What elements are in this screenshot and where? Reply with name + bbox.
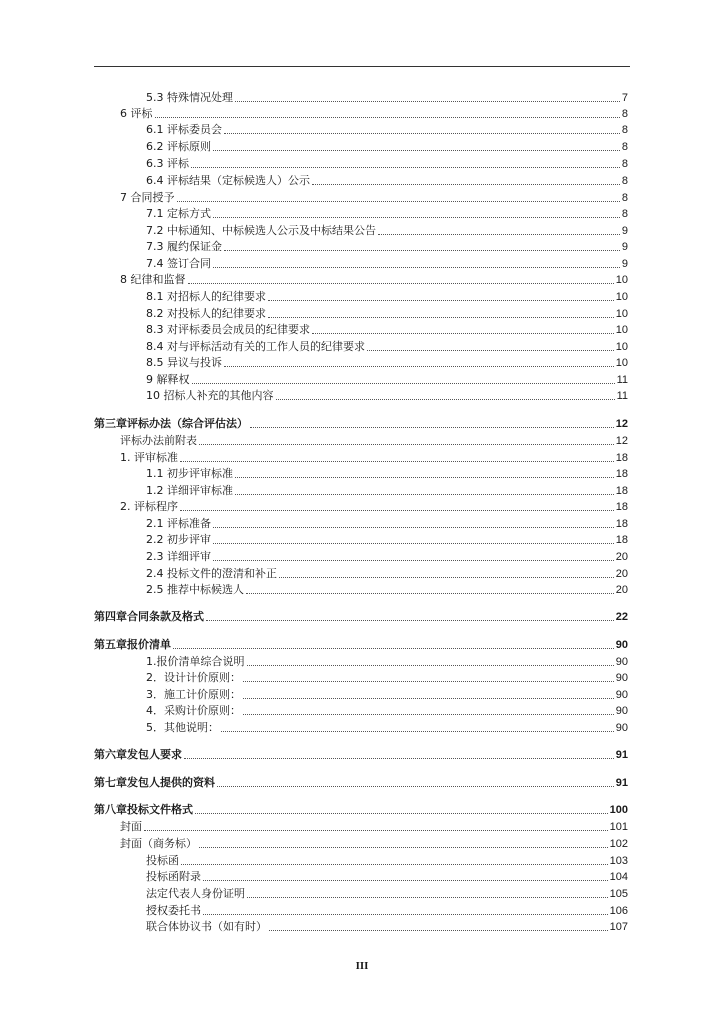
toc-entry-title: 8.3 对评标委员会成员的纪律要求 [146,323,310,336]
toc-entry-title: 1.1 初步评审标准 [146,467,233,480]
toc-entry[interactable] [146,853,628,868]
dot-leader [247,897,608,898]
toc-entry-page: 11 [616,390,628,402]
toc-entry-title: 第八章投标文件格式 [94,803,193,816]
dot-leader [268,300,614,301]
toc-entry-title: 投标函 [146,854,179,867]
toc-entry-page: 10 [615,308,628,320]
toc-entry[interactable] [146,566,628,581]
dot-leader [224,366,614,367]
dot-leader [181,864,608,865]
toc-entry-title: 8.5 异议与投诉 [146,356,222,369]
toc-entry[interactable] [146,388,628,403]
toc-entry-title: 2.4 投标文件的澄清和补正 [146,567,277,580]
dot-leader [144,830,608,831]
toc-entry[interactable] [146,582,628,597]
dot-leader [269,930,608,931]
toc-entry-page: 12 [615,435,628,447]
dot-leader [235,101,620,102]
dot-leader [367,350,614,351]
toc-entry-title: 1.报价清单综合说明 [146,655,245,668]
toc-entry-page: 10 [615,274,628,286]
toc-entry[interactable] [146,720,628,735]
toc-entry-title: 6.2 评标原则 [146,140,211,153]
toc-entry[interactable] [146,339,628,354]
toc-entry-title: 授权委托书 [146,904,201,917]
toc-entry-title: 联合体协议书（如有时） [146,920,267,933]
toc-entry-title: 第六章发包人要求 [94,748,182,761]
toc-entry-page: 22 [615,611,628,623]
toc-entry-page: 90 [615,722,628,734]
toc-entry-page: 8 [621,124,628,136]
toc-entry[interactable] [146,122,628,137]
toc-entry[interactable] [94,747,628,762]
toc-entry-title: 法定代表人身份证明 [146,887,245,900]
toc-entry-title: 3．施工计价原则： [146,688,241,701]
toc-entry-title: 7.2 中标通知、中标候选人公示及中标结果公告 [146,224,376,237]
toc-entry-page: 9 [621,241,628,253]
toc-entry[interactable] [146,206,628,221]
dot-leader [180,461,614,462]
dot-leader [246,593,614,594]
toc-entry-page: 106 [609,905,628,917]
toc-entry-title: 8.1 对招标人的纪律要求 [146,290,266,303]
toc-entry-title: 6.4 评标结果（定标候选人）公示 [146,174,310,187]
toc-entry-page: 20 [615,551,628,563]
toc-entry-title: 2.3 详细评审 [146,550,211,563]
toc-entry-page: 18 [615,485,628,497]
toc-entry-page: 10 [615,291,628,303]
toc-entry[interactable] [94,775,628,790]
toc-entry-page: 8 [621,175,628,187]
dot-leader [221,731,614,732]
toc-entry-page: 18 [615,452,628,464]
toc-entry-page: 91 [615,777,628,789]
dot-leader [199,847,608,848]
toc-entry[interactable] [146,355,628,370]
toc-entry-title: 5.3 特殊情况处理 [146,91,233,104]
toc-entry-title: 第四章合同条款及格式 [94,610,204,623]
toc-entry-title: 1. 评审标准 [120,451,178,464]
toc-entry[interactable] [146,156,628,171]
toc-entry-page: 7 [621,92,628,104]
toc-entry-page: 102 [609,838,628,850]
toc-entry[interactable] [120,190,628,205]
toc-entry-page: 12 [615,418,628,430]
toc-entry-page: 8 [621,158,628,170]
toc-entry-page: 104 [609,871,628,883]
toc-entry-page: 100 [609,804,628,816]
toc-entry-page: 10 [615,357,628,369]
toc-entry-title: 7.1 定标方式 [146,207,211,220]
toc-entry-page: 10 [615,324,628,336]
toc-entry-title: 6.3 评标 [146,157,189,170]
dot-leader [235,494,614,495]
dot-leader [191,167,620,168]
toc-entry[interactable] [146,670,628,685]
dot-leader [199,444,614,445]
dot-leader [213,543,614,544]
toc-entry[interactable] [146,886,628,901]
toc-entry-page: 11 [616,374,628,386]
toc-entry[interactable] [120,819,628,834]
toc-entry-page: 9 [621,258,628,270]
toc-entry-title: 6.1 评标委员会 [146,123,222,136]
dot-leader [235,477,614,478]
toc-entry[interactable] [146,173,628,188]
toc-entry-title: 8 纪律和监督 [120,273,186,286]
dot-leader [224,133,620,134]
toc-entry-title: 7.3 履约保证金 [146,240,222,253]
toc-entry-page: 90 [615,689,628,701]
toc-entry[interactable] [146,483,628,498]
toc-entry[interactable] [146,687,628,702]
toc-entry-page: 18 [615,468,628,480]
dot-leader [243,698,614,699]
toc-entry[interactable] [120,106,628,121]
toc-entry-page: 9 [621,225,628,237]
toc-entry-title: 10 招标人补充的其他内容 [146,389,274,402]
toc-entry-page: 90 [615,705,628,717]
toc-entry[interactable] [146,322,628,337]
toc-entry-title: 7.4 签订合同 [146,257,211,270]
toc-entry-page: 18 [615,518,628,530]
toc-entry[interactable] [94,609,628,624]
toc-entry[interactable] [146,90,628,105]
dot-leader [206,620,614,621]
toc-entry[interactable] [146,516,628,531]
dot-leader [243,681,614,682]
toc-entry[interactable] [94,416,628,431]
toc-entry-page: 90 [615,672,628,684]
toc-entry-title: 4．采购计价原则： [146,704,241,717]
toc-entry-page: 105 [609,888,628,900]
toc-entry-page: 107 [609,921,628,933]
toc-entry-title: 5．其他说明： [146,721,219,734]
dot-leader [250,427,614,428]
toc-entry[interactable] [146,869,628,884]
dot-leader [213,150,620,151]
toc-entry-page: 101 [609,821,628,833]
toc-entry-title: 投标函附录 [146,870,201,883]
dot-leader [312,333,614,334]
toc-entry[interactable] [146,306,628,321]
toc-entry-page: 18 [615,534,628,546]
toc-entry-title: 第三章评标办法（综合评估法） [94,417,248,430]
page-number: III [355,960,369,972]
toc-entry-title: 评标办法前附表 [120,434,197,447]
toc-entry-title: 2．设计计价原则： [146,671,241,684]
toc-entry-page: 8 [621,208,628,220]
toc-entry[interactable] [146,372,628,387]
toc-entry[interactable] [120,836,628,851]
toc-entry[interactable] [146,903,628,918]
toc-entry-title: 8.4 对与评标活动有关的工作人员的纪律要求 [146,340,365,353]
toc-entry[interactable] [146,654,628,669]
toc-entry[interactable] [146,919,628,934]
dot-leader [378,234,620,235]
dot-leader [247,665,614,666]
dot-leader [155,117,620,118]
toc-entry-page: 91 [615,749,628,761]
toc-entry[interactable] [120,450,628,465]
toc-entry[interactable] [94,637,628,652]
toc-entry[interactable] [120,433,628,448]
dot-leader [203,914,608,915]
dot-leader [184,758,614,759]
toc-entry-page: 8 [621,108,628,120]
dot-leader [224,250,620,251]
toc-entry[interactable] [146,239,628,254]
dot-leader [180,510,614,511]
dot-leader [203,880,608,881]
toc-entry-page: 90 [615,639,628,651]
toc-entry[interactable] [94,802,628,817]
dot-leader [217,786,614,787]
dot-leader [188,283,614,284]
toc-entry-title: 2.5 推荐中标候选人 [146,583,244,596]
toc-entry[interactable] [146,256,628,271]
toc-entry-title: 2.2 初步评审 [146,533,211,546]
toc-entry-title: 第七章发包人提供的资料 [94,776,215,789]
toc-entry-title: 9 解释权 [146,373,190,386]
dot-leader [279,577,614,578]
dot-leader [192,383,615,384]
toc-entry-page: 90 [615,656,628,668]
toc-entry-title: 6 评标 [120,107,153,120]
toc-entry-title: 8.2 对投标人的纪律要求 [146,307,266,320]
dot-leader [213,527,614,528]
toc-entry-title: 第五章报价清单 [94,638,171,651]
toc-entry[interactable] [146,466,628,481]
toc-entry-title: 封面（商务标） [120,837,197,850]
toc-entry-title: 7 合同授予 [120,191,175,204]
toc-entry-page: 10 [615,341,628,353]
toc-entry-title: 1.2 详细评审标准 [146,484,233,497]
toc-entry[interactable] [120,499,628,514]
toc-entry[interactable] [146,139,628,154]
toc-entry-title: 2.1 评标准备 [146,517,211,530]
dot-leader [312,184,620,185]
toc-entry-page: 18 [615,501,628,513]
toc-entry[interactable] [146,289,628,304]
toc-entry-title: 2. 评标程序 [120,500,178,513]
dot-leader [213,560,614,561]
dot-leader [243,714,614,715]
dot-leader [276,399,615,400]
dot-leader [268,317,614,318]
dot-leader [213,217,620,218]
toc-entry-page: 20 [615,584,628,596]
toc-entry[interactable] [146,532,628,547]
toc-entry-title: 封面 [120,820,142,833]
toc-entry[interactable] [146,703,628,718]
dot-leader [173,648,614,649]
toc-entry[interactable] [146,223,628,238]
dot-leader [177,201,620,202]
toc-entry[interactable] [146,549,628,564]
dot-leader [213,267,620,268]
toc-entry-page: 20 [615,568,628,580]
dot-leader [195,813,608,814]
toc-entry[interactable] [120,272,628,287]
toc-entry-page: 103 [609,855,628,867]
toc-entry-page: 8 [621,141,628,153]
toc-entry-page: 8 [621,192,628,204]
